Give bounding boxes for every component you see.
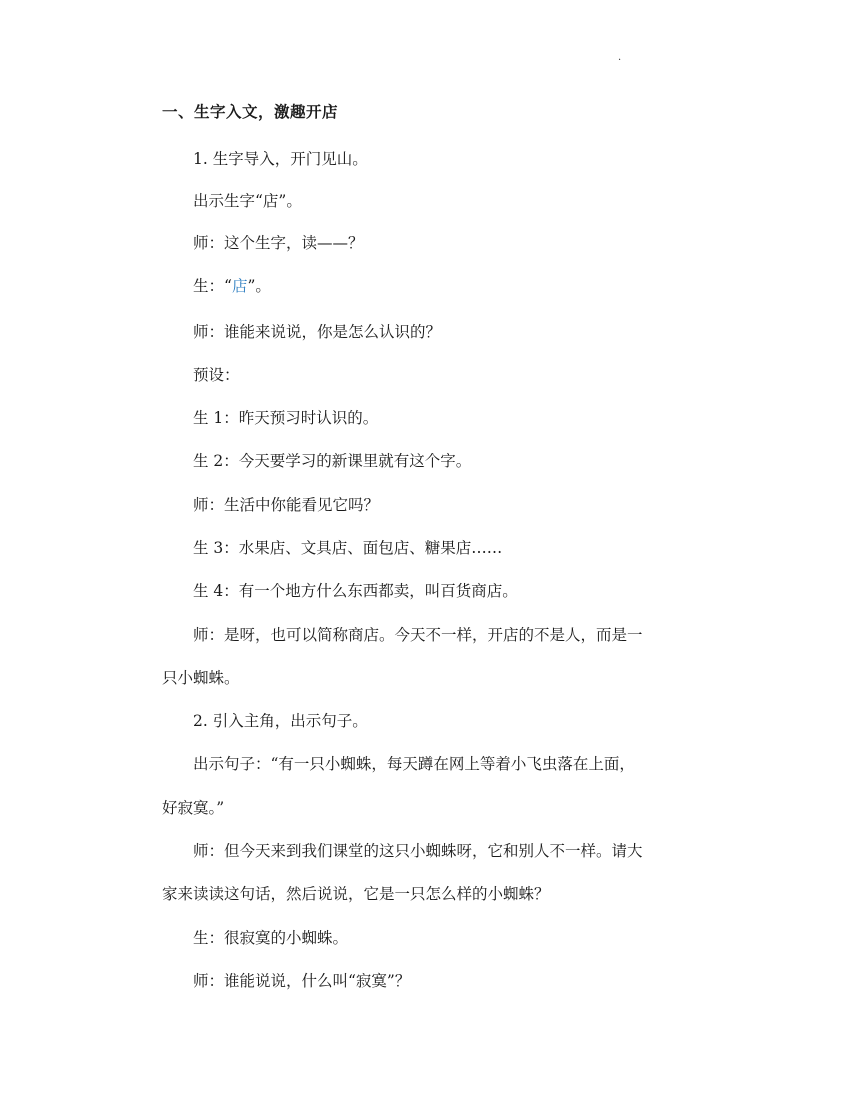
paragraph-line: 生 1：昨天预习时认识的。 [193,409,379,427]
line-suffix: ”。 [247,277,271,295]
paragraph-line: 师：生活中你能看见它吗？ [193,496,380,514]
section-heading: 一、生字入文，激趣开店 [162,103,339,121]
paragraph-line: 生：很寂寞的小蜘蛛。 [193,929,349,947]
paragraph-line: 生 3：水果店、文具店、面包店、糖果店…… [193,539,503,557]
paragraph-line: 师：但今天来到我们课堂的这只小蜘蛛呀，它和别人不一样。请大 [193,842,643,860]
paragraph-line: 生 2：今天要学习的新课里就有这个字。 [193,452,472,470]
paragraph-line: 1. 生字导入，开门见山。 [193,150,368,168]
paragraph-line: 出示生字“店”。 [193,192,302,210]
paragraph-line: 只小蜘蛛。 [162,669,240,687]
line-prefix: 生：“ [193,277,232,295]
paragraph-line [193,275,271,297]
header-mark: . [618,52,622,63]
paragraph-line: 师：是呀，也可以简称商店。今天不一样，开店的不是人，而是一 [193,626,643,644]
paragraph-line: 好寂寞。” [162,799,225,817]
paragraph-line: 师：谁能来说说，你是怎么认识的？ [193,323,442,341]
paragraph-line: 师：这个生字，读——？ [193,234,364,252]
paragraph-line: 家来读读这句话，然后说说，它是一只怎么样的小蜘蛛？ [162,885,550,903]
paragraph-line: 出示句子：“有一只小蜘蛛，每天蹲在网上等着小飞虫落在上面， [193,755,635,773]
paragraph-line: 2. 引入主角，出示句子。 [193,712,368,730]
paragraph-line: 预设： [193,366,240,384]
paragraph-line: 师：谁能说说，什么叫“寂寞”？ [193,972,411,990]
highlighted-character: 店 [231,277,248,295]
paragraph-line: 生 4：有一个地方什么东西都卖，叫百货商店。 [193,582,518,600]
